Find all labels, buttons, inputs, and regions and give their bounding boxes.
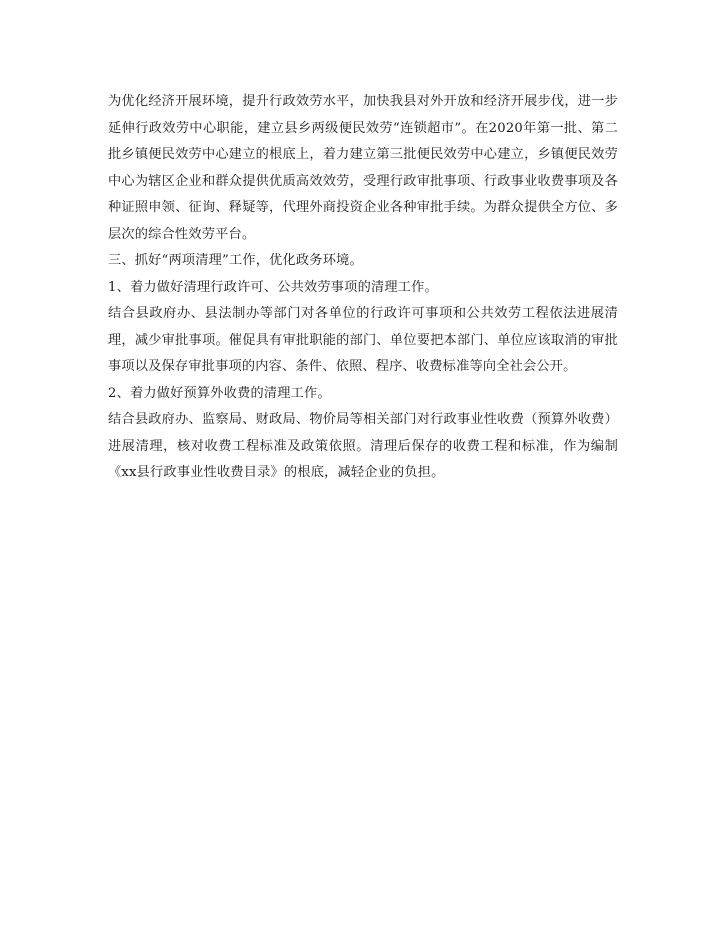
paragraph-intro: 为优化经济开展环境，提升行政效劳水平，加快我县对外开放和经济开展步伐，进一步延伸行政效劳中心职能，建立县乡两级便民效劳“连锁超市”。在2020年第一批、第二批乡镇便民效劳中心建立的根底上，着力建立第三批便民效劳中心建立，乡镇便民效劳中心为辖区企业和群众提供优质高效效劳，受理行政审批事项、行政事业收费事项及各种证照申领、征询、释疑等，代理外商投资企业各种审批手续。为群众提供全方位、多层次的综合性效劳平台。 bbox=[108, 94, 618, 242]
paragraph-permit-cleanup: 结合县政府办、县法制办等部门对各单位的行政许可事项和公共效劳工程依法进展清理，减少审批事项。催促具有审批职能的部门、单位要把本部门、单位应该取消的审批事项以及保存审批事项的内容、条件、依照、程序、收费标准等向全社会公开。 bbox=[108, 306, 618, 374]
document-body bbox=[108, 89, 618, 487]
paragraph-fee-cleanup: 结合县政府办、监察局、财政局、物价局等相关部门对行政事业性收费（预算外收费）进展清理，核对收费工程标准及政策依照。清理后保存的收费工程和标准，作为编制《xx县行政事业性收费目录》的根底，减轻企业的负担。 bbox=[108, 412, 618, 480]
subheading-two: 2、着力做好预算外收费的清理工作。 bbox=[108, 385, 331, 401]
subheading-one: 1、着力做好清理行政许可、公共效劳事项的清理工作。 bbox=[108, 279, 438, 295]
section-heading-three: 三、抓好“两项清理”工作，优化政务环境。 bbox=[108, 253, 363, 268]
